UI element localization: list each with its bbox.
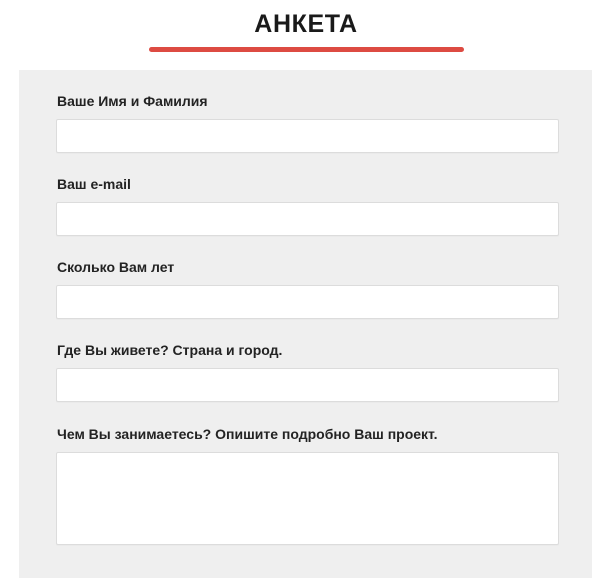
- full-name-input[interactable]: [56, 119, 559, 153]
- page-header: [0, 0, 612, 52]
- project-description-textarea[interactable]: [56, 452, 559, 545]
- label-project: Чем Вы занимаетесь? Опишите подробно Ваш проект.: [57, 426, 438, 442]
- field-group-project: [19, 425, 592, 545]
- field-group-location: [19, 341, 592, 402]
- field-group-email: [19, 175, 592, 236]
- label-age: Сколько Вам лет: [57, 259, 175, 275]
- email-input[interactable]: [56, 202, 559, 236]
- survey-form-panel: [19, 70, 592, 578]
- field-group-full-name: [19, 92, 592, 153]
- location-input[interactable]: [56, 368, 559, 402]
- label-email: Ваш e-mail: [57, 176, 131, 192]
- page-title: АНКЕТА: [254, 10, 358, 38]
- title-underline-rule: [149, 47, 464, 52]
- age-input[interactable]: [56, 285, 559, 319]
- label-location: Где Вы живете? Страна и город.: [57, 342, 283, 358]
- field-group-age: [19, 258, 592, 319]
- label-full-name: Ваше Имя и Фамилия: [57, 93, 208, 109]
